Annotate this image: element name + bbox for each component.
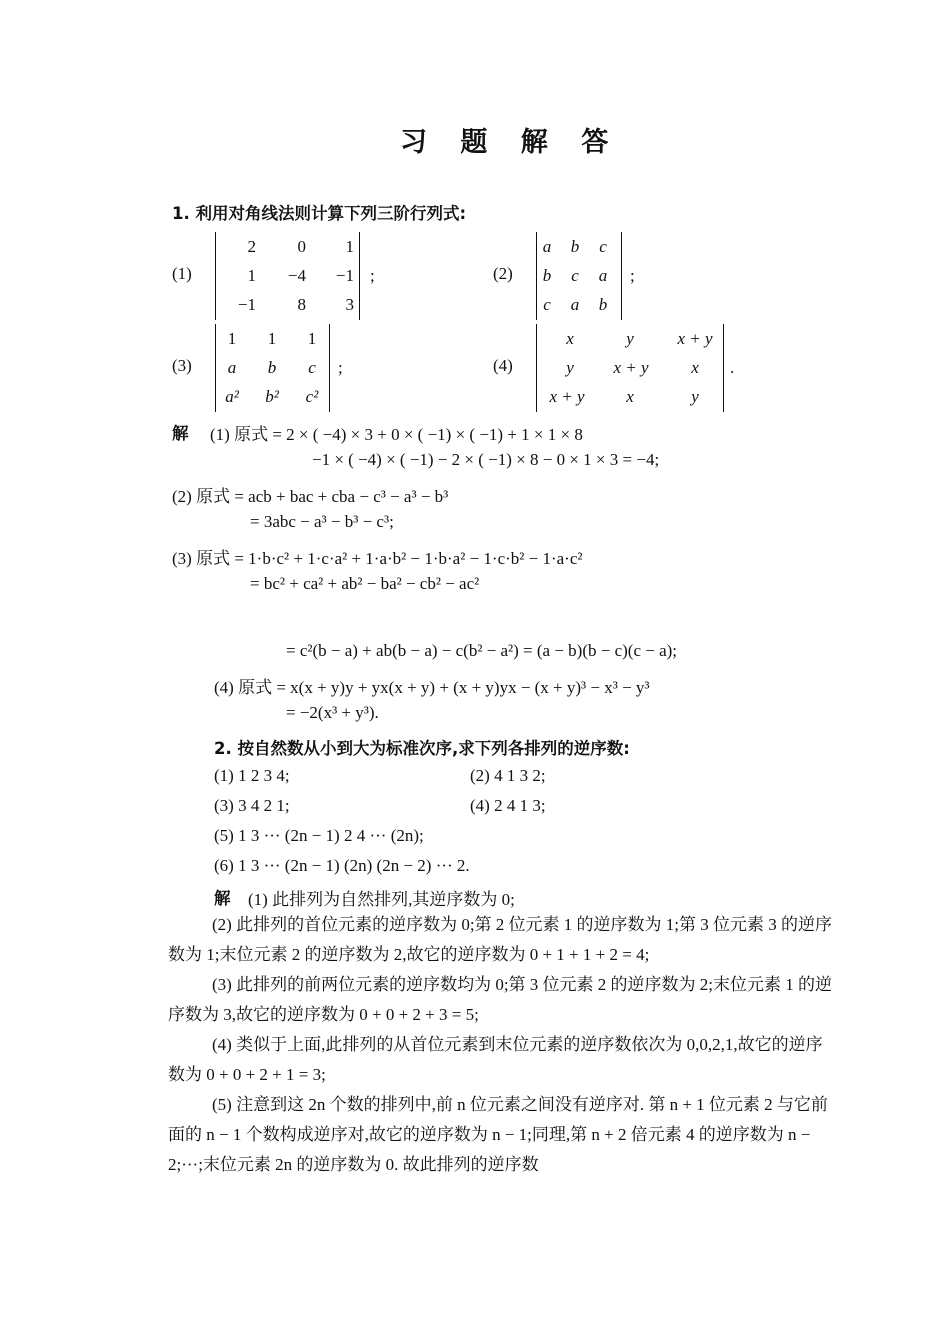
det3-cell: c²	[305, 387, 319, 406]
det1-cell: −1	[335, 266, 354, 285]
det1-cell: 3	[345, 295, 354, 314]
det2-cell: b	[542, 266, 552, 285]
det2-matrix	[536, 232, 622, 320]
det4-cell: x	[691, 358, 699, 377]
det3-sep: ;	[338, 358, 343, 377]
det3-cell: 1	[307, 329, 317, 348]
det1-cell: −1	[237, 295, 256, 314]
sol1-line: = c²(b − a) + ab(b − a) − c(b² − a²) = (a − b)(b − c)(c − a);	[286, 641, 678, 660]
det4-cell: y	[626, 329, 634, 348]
det1-cell: 1	[345, 237, 354, 256]
sol2-answer: (2) 此排列的首位元素的逆序数为 0;第 2 位元素 1 的逆序数为 1;第 3 位元素 3 的逆序数为 1;末位元素 2 的逆序数为 2,故它的逆序数为 0 + 1 + 1 + 2 = 4;	[168, 915, 833, 964]
det4-cell: y	[566, 358, 574, 377]
q2-item: (2) 4 1 3 2;	[470, 766, 546, 785]
sol2-answer: (5) 注意到这 2n 个数的排列中,前 n 位元素之间没有逆序对. 第 n + 1 位元素 2 与它前面的 n − 1 个数构成逆序对,故它的逆序数为 n − 1;同理,第 n + 2 倍元素 4 的逆序数为 n − 2;···;末位元素 2n 的逆序数为 0. 故此排列的逆序数	[168, 1095, 828, 1174]
det1-cell: 2	[247, 237, 256, 256]
q2-item: (6) 1 3 ··· (2n − 1) (2n) (2n − 2) ··· 2.	[214, 856, 470, 875]
det3-cell: c	[308, 358, 316, 377]
sol1-line: (2) 原式 = acb + bac + cba − c³ − a³ − b³	[172, 487, 449, 506]
det3-cell: 1	[267, 329, 277, 348]
det2-cell: a	[570, 295, 580, 314]
det2-label: (2)	[493, 264, 513, 283]
det2-cell: b	[570, 237, 580, 256]
det3-cell: b	[267, 358, 277, 377]
sol2-answer: (4) 类似于上面,此排列的从首位元素到末位元素的逆序数依次为 0,0,2,1,故它的逆序数为 0 + 0 + 2 + 1 = 3;	[168, 1035, 823, 1084]
sol1-line: (4) 原式 = x(x + y)y + yx(x + y) + (x + y)yx − (x + y)³ − x³ − y³	[214, 678, 650, 697]
det1-cell: 1	[247, 266, 256, 285]
det4-cell: y	[691, 387, 699, 406]
det1-cell: 8	[297, 295, 306, 314]
det2-cell: c	[599, 237, 607, 256]
q2-item: (3) 3 4 2 1;	[214, 796, 290, 815]
q2-item: (1) 1 2 3 4;	[214, 766, 290, 785]
q2-item: (4) 2 4 1 3;	[470, 796, 546, 815]
det4-cell: x + y	[613, 358, 649, 377]
sol1-line: = 3abc − a³ − b³ − c³;	[250, 512, 394, 531]
det2-cell: a	[542, 237, 552, 256]
det4-matrix	[536, 324, 724, 412]
det4-label: (4)	[493, 356, 513, 375]
det2-cell: a	[598, 266, 608, 285]
det3-cell: a	[227, 358, 237, 377]
det1-cell: −4	[287, 266, 306, 285]
det1-matrix	[215, 232, 360, 320]
det2-cell: c	[543, 295, 551, 314]
page-title: 习 题 解 答	[400, 127, 621, 158]
det4-cell: x + y	[677, 329, 713, 348]
det3-cell: a²	[225, 387, 239, 406]
sol1-jie: 解	[172, 424, 189, 443]
det1-label: (1)	[172, 264, 192, 283]
det3-matrix	[215, 324, 330, 412]
q1-heading: 1. 利用对角线法则计算下列三阶行列式:	[172, 204, 467, 223]
det1-sep: ;	[370, 266, 375, 285]
sol2-jie: 解	[214, 889, 231, 908]
sol1-line: −1 × ( −4) × ( −1) − 2 × ( −1) × 8 − 0 × 1 × 3 = −4;	[312, 450, 660, 469]
det3-cell: 1	[227, 329, 237, 348]
sol1-line: = −2(x³ + y³).	[286, 703, 379, 722]
det4-cell: x	[626, 387, 634, 406]
det2-cell: b	[598, 295, 608, 314]
sol1-line: = bc² + ca² + ab² − ba² − cb² − ac²	[250, 574, 480, 593]
det2-cell: c	[571, 266, 579, 285]
sol1-line: (1) 原式 = 2 × ( −4) × 3 + 0 × ( −1) × ( −1) + 1 × 1 × 8	[210, 425, 583, 444]
det4-sep: .	[730, 358, 735, 377]
q2-item: (5) 1 3 ··· (2n − 1) 2 4 ··· (2n);	[214, 826, 424, 845]
q2-heading: 2. 按自然数从小到大为标准次序,求下列各排列的逆序数:	[214, 739, 630, 758]
det4-cell: x + y	[549, 387, 585, 406]
det3-cell: b²	[265, 387, 279, 406]
det3-label: (3)	[172, 356, 192, 375]
sol2-answer: (1) 此排列为自然排列,其逆序数为 0;	[248, 890, 515, 909]
det1-cell: 0	[297, 237, 306, 256]
det2-sep: ;	[630, 266, 635, 285]
det4-cell: x	[566, 329, 574, 348]
sol2-answer: (3) 此排列的前两位元素的逆序数均为 0;第 3 位元素 2 的逆序数为 2;末位元素 1 的逆序数为 3,故它的逆序数为 0 + 0 + 2 + 3 = 5;	[168, 975, 833, 1024]
sol1-line: (3) 原式 = 1·b·c² + 1·c·a² + 1·a·b² − 1·b·a² − 1·c·b² − 1·a·c²	[172, 549, 583, 568]
